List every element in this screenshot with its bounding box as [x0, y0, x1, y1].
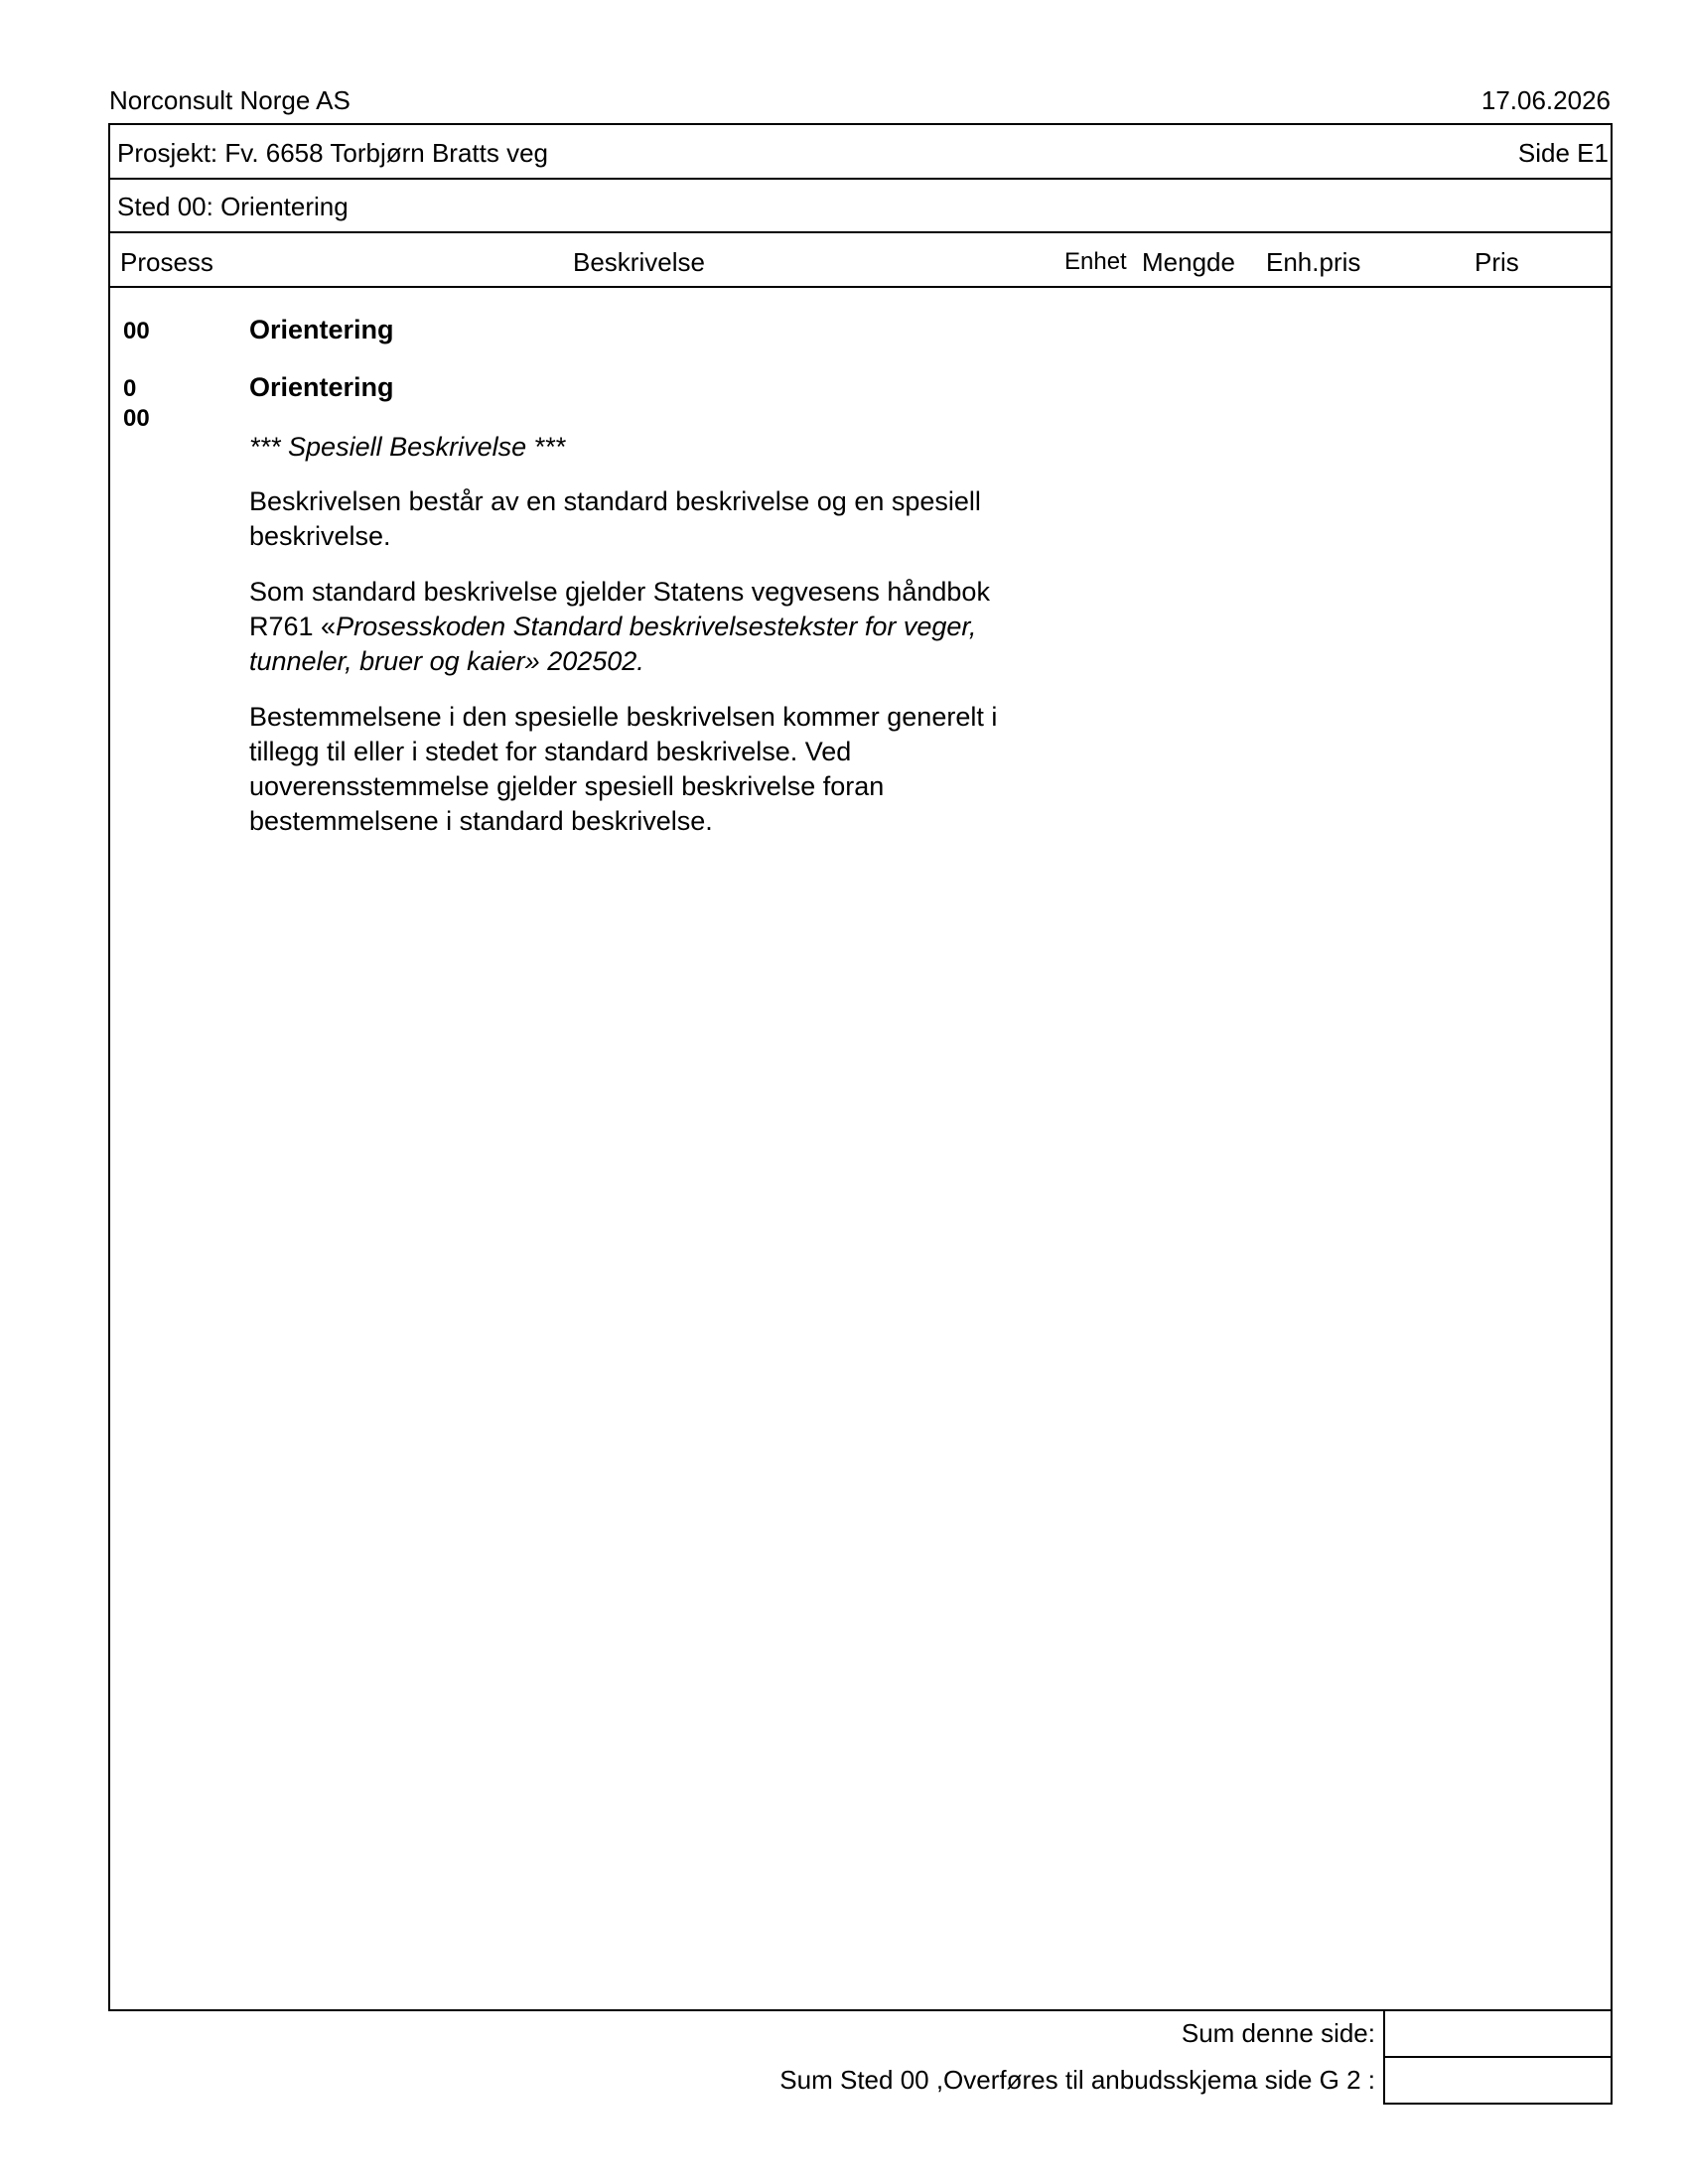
description-paragraph-2	[249, 575, 1044, 679]
company-name: Norconsult Norge AS	[109, 85, 351, 115]
divider-column-header	[108, 286, 1613, 288]
column-header-prosess: Prosess	[120, 247, 213, 277]
item-title: Orientering	[249, 372, 394, 402]
sum-sted-label: Sum Sted 00 ,Overføres til anbudsskjema side G 2 :	[779, 2065, 1375, 2095]
page-frame	[108, 123, 1613, 2011]
item-code-line2: 00	[123, 405, 150, 432]
description-paragraph-1: Beskrivelsen består av en standard beskrivelse og en spesiell beskrivelse.	[249, 486, 981, 551]
item-code: 00	[123, 318, 150, 344]
column-header-mengde: Mengde	[1142, 247, 1235, 277]
column-header-enhet: Enhet	[1064, 248, 1127, 275]
item-code-line1: 0	[123, 375, 137, 402]
paragraph-2-reference: Prosesskoden Standard beskrivelsestekster for veger, tunneler, bruer og kaier» 202502.	[249, 612, 977, 676]
sum-page-box	[1383, 2009, 1613, 2058]
description-paragraph-3: Bestemmelsene i den spesielle beskrivelsen kommer generelt i tillegg til eller i stedet for standard beskrivelse. Ved uoverensstemmelse gjelder spesiell beskrivelse foran bestemmelsene i standard beskrivelse.	[249, 702, 998, 836]
column-header-beskrivelse: Beskrivelse	[573, 247, 705, 277]
sum-sted-box	[1383, 2056, 1613, 2105]
special-description-heading-text: *** Spesiell Beskrivelse ***	[249, 432, 566, 462]
divider-project	[108, 178, 1613, 180]
sted-title: Sted 00: Orientering	[117, 192, 349, 221]
sum-page-label: Sum denne side:	[1181, 2018, 1375, 2048]
paragraph-2-lead: Som standard beskrivelse gjelder Statens vegvesens håndbok R761 «	[249, 577, 990, 641]
project-title: Prosjekt: Fv. 6658 Torbjørn Bratts veg	[117, 138, 548, 168]
column-header-enhpris: Enh.pris	[1266, 247, 1361, 277]
column-header-pris: Pris	[1475, 247, 1519, 277]
item-title: Orientering	[249, 315, 394, 344]
page-number: Side E1	[1517, 138, 1609, 168]
document-date: 17.06.2026	[1480, 85, 1611, 115]
special-description-heading	[249, 430, 1044, 465]
divider-sted	[108, 231, 1613, 233]
